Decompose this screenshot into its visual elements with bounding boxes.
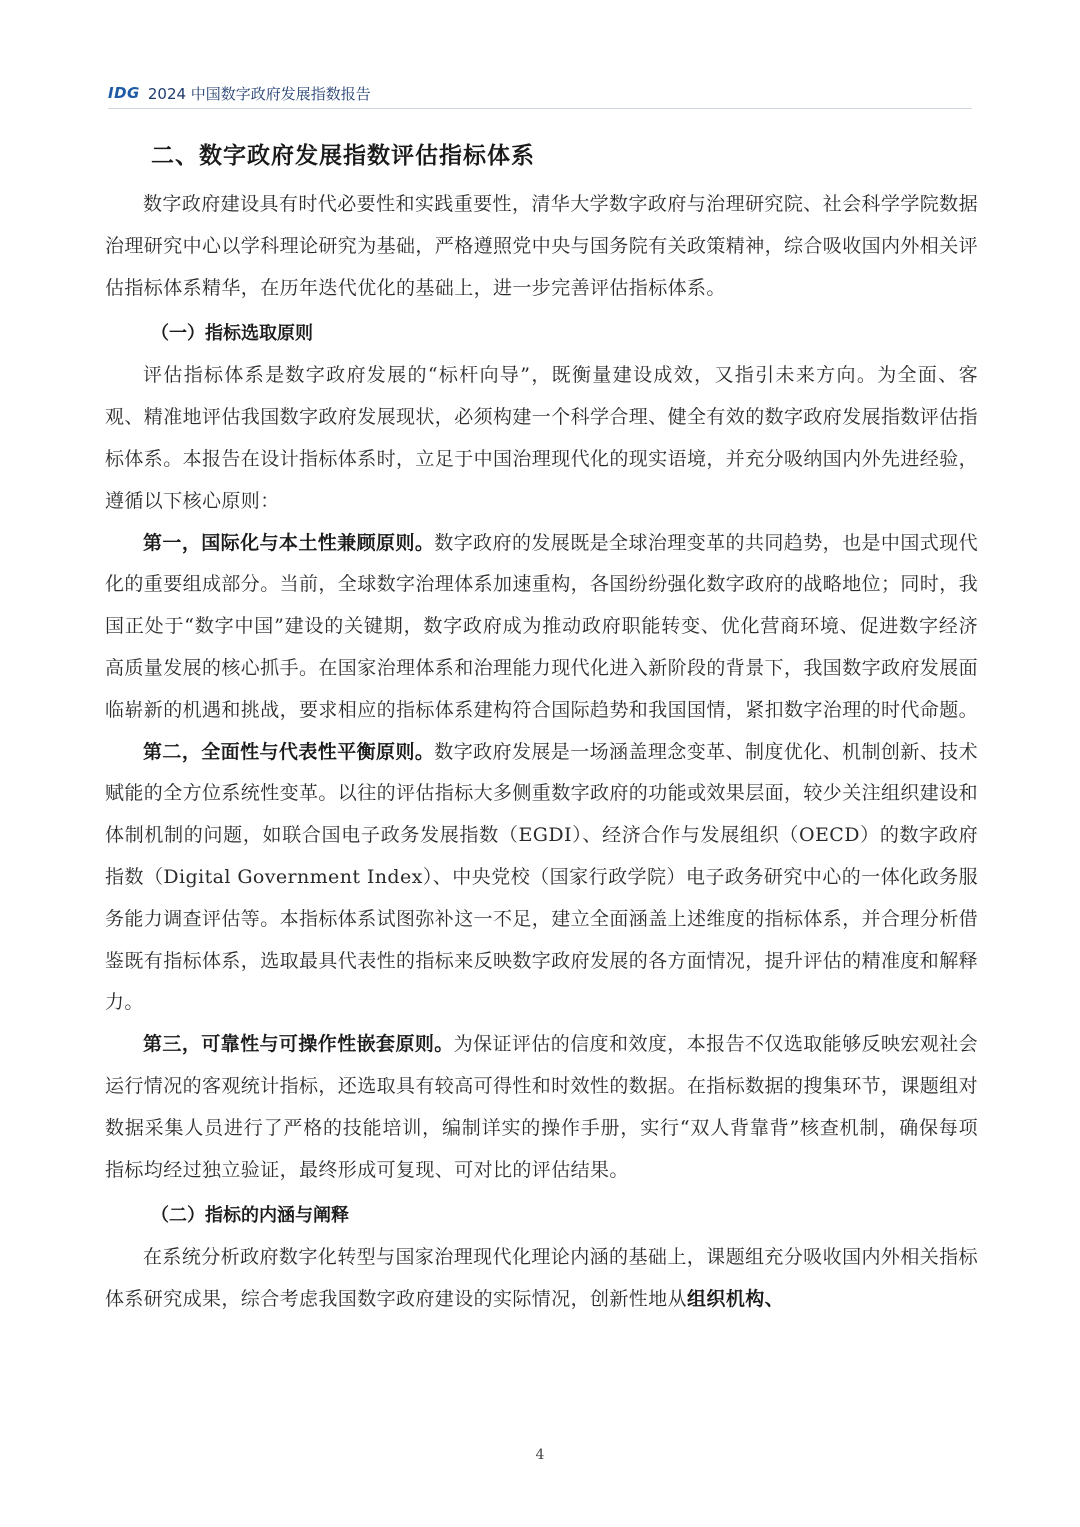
principle-paragraph-2 — [105, 732, 978, 1025]
principle-lead-1: 第一，国际化与本土性兼顾原则。 — [143, 531, 435, 554]
report-title: 2024 中国数字政府发展指数报告 — [147, 84, 371, 103]
connotation-paragraph — [105, 1237, 978, 1321]
idg-logo: IDG — [108, 84, 140, 102]
connotation-bold-tail: 组织机构、 — [687, 1288, 785, 1311]
section-title: 二、数字政府发展指数评估指标体系 — [151, 143, 535, 169]
page-header — [108, 80, 371, 106]
section-intro-paragraph: 数字政府建设具有时代必要性和实践重要性，清华大学数字政府与治理研究院、社会科学学院数据治理研究中心以学科理论研究为基础，严格遵照党中央与国务院有关政策精神，综合吸收国内外相关评估指标体系精华，在历年迭代优化的基础上，进一步完善评估指标体系。 — [105, 193, 979, 299]
principle-text-3: 为保证评估的信度和效度，本报告不仅选取能够反映宏观社会运行情况的客观统计指标，还选取具有较高可得性和时效性的数据。在指标数据的搜集环节，课题组对数据采集人员进行了严格的技能培训，编制详实的操作手册，实行“双人背靠背”核查机制，确保每项指标均经过独立验证，最终形成可复现、可对比的评估结果。 — [105, 1033, 979, 1181]
principles-intro-paragraph: 评估指标体系是数字政府发展的“标杆向导”，既衡量建设成效，又指引未来方向。为全面、客观、精准地评估我国数字政府发展现状，必须构建一个科学合理、健全有效的数字政府发展指数评估指标体系。本报告在设计指标体系时，立足于中国治理现代化的现实语境，并充分吸纳国内外先进经验，遵循以下核心原则： — [105, 364, 979, 512]
principle-lead-2: 第二，全面性与代表性平衡原则。 — [143, 740, 435, 763]
page-content — [105, 130, 978, 1321]
principle-lead-3: 第三，可靠性与可操作性嵌套原则。 — [143, 1033, 454, 1056]
header-divider — [108, 108, 972, 109]
connotation-text: 在系统分析政府数字化转型与国家治理现代化理论内涵的基础上，课题组充分吸收国内外相关指标体系研究成果，综合考虑我国数字政府建设的实际情况，创新性地从 — [105, 1246, 978, 1311]
principle-text-1: 数字政府的发展既是全球治理变革的共同趋势，也是中国式现代化的重要组成部分。当前，全球数字治理体系加速重构，各国纷纷强化数字政府的战略地位；同时，我国正处于“数字中国”建设的关键期，数字政府成为推动政府职能转变、优化营商环境、促进数字经济高质量发展的核心抓手。在国家治理体系和治理能力现代化进入新阶段的背景下，我国数字政府发展面临崭新的机遇和挑战，要求相应的指标体系建构符合国际趋势和我国国情，紧扣数字治理的时代命题。 — [105, 531, 979, 721]
principle-paragraph-1 — [105, 523, 978, 732]
page-number: 4 — [535, 1447, 545, 1463]
principle-text-2: 数字政府发展是一场涵盖理念变革、制度优化、机制创新、技术赋能的全方位系统性变革。以往的评估指标大多侧重数字政府的功能或效果层面，较少关注组织建设和体制机制的问题，如联合国电子政务发展指数（EGDI）、经济合作与发展组织（OECD）的数字政府指数（Digital Government Index）、中央党校（国家行政学院）电子政务研究中心的一体化政务服务能力调查评估等。本指标体系试图弥补这一不足，建立全面涵盖上述维度的指标体系，并合理分析借鉴既有指标体系，选取最具代表性的指标来反映数字政府发展的各方面情况，提升评估的精准度和解释力。 — [105, 740, 979, 1014]
subsection-title-principles: （一）指标选取原则 — [151, 323, 313, 345]
principle-paragraph-3 — [105, 1024, 978, 1191]
subsection-title-connotation: （二）指标的内涵与阐释 — [151, 1205, 349, 1227]
